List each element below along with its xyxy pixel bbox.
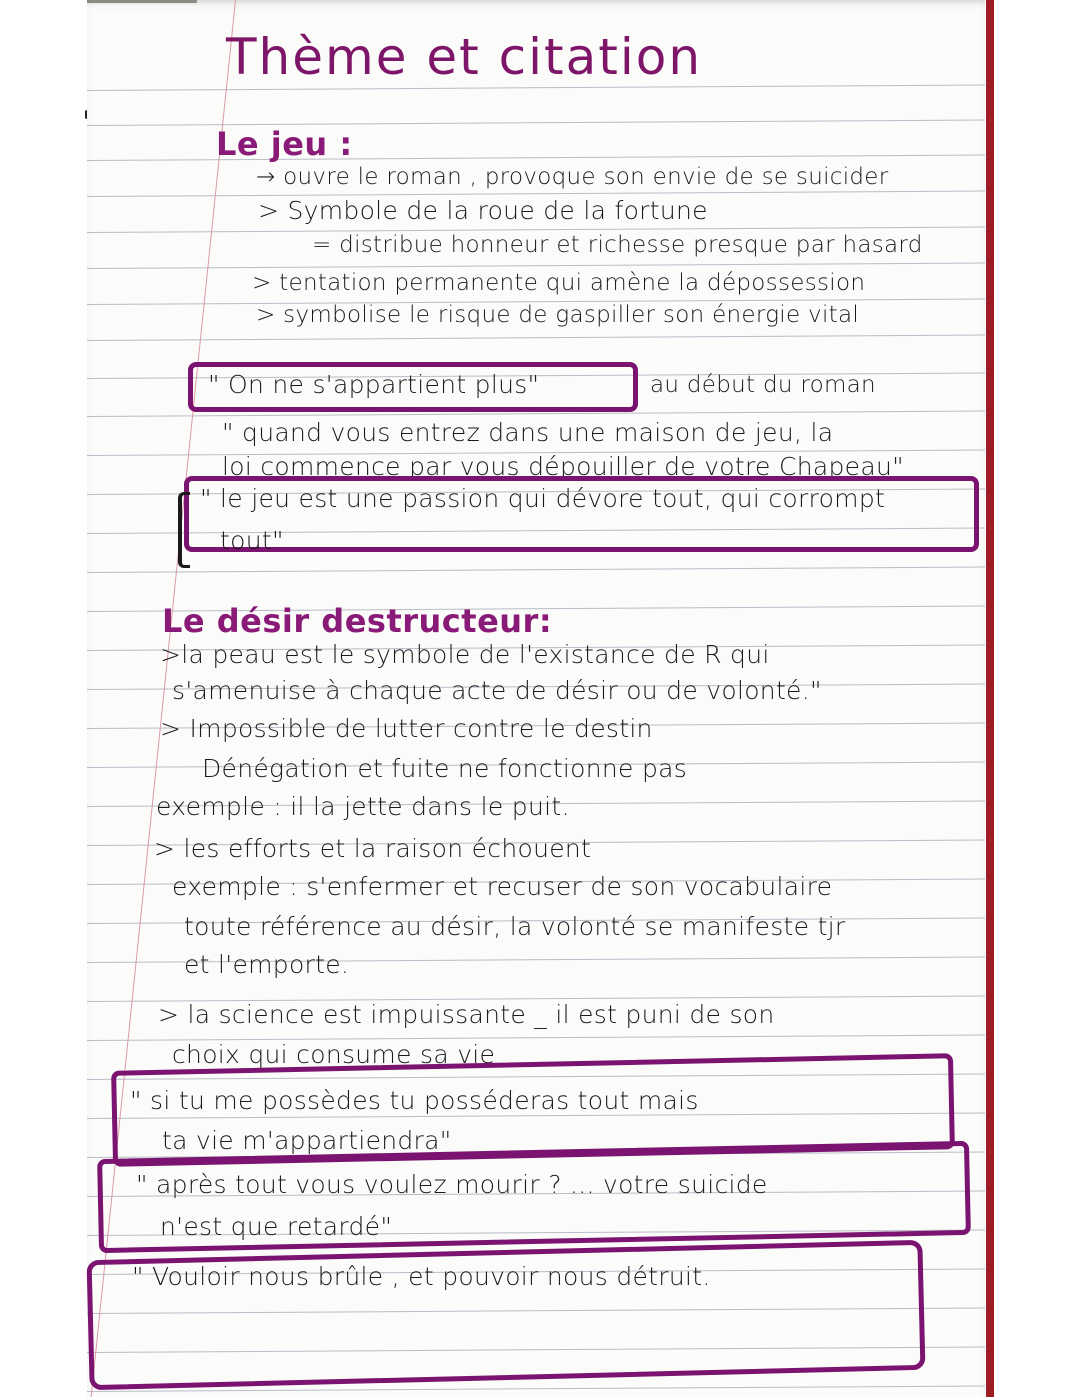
quote: " On ne s'appartient plus" [208, 370, 540, 399]
quote: tout" [220, 526, 284, 555]
ruled-line [87, 263, 985, 269]
quote-bracket [178, 492, 190, 568]
quote: n'est que retardé" [160, 1212, 393, 1241]
body-line: > la science est impuissante _ il est puni de son [158, 1000, 775, 1029]
notebook-cover-edge [986, 0, 994, 1397]
quote: " Vouloir nous brûle , et pouvoir nous détruit. [132, 1262, 711, 1291]
page-title: Thème et citation [226, 28, 703, 86]
section-heading-desir: Le désir destructeur: [162, 602, 553, 640]
ruled-line [87, 1386, 985, 1392]
quote: " après tout vous voulez mourir ? ... votre suicide [136, 1170, 768, 1199]
quote: loi commence par vous dépouiller de votre Chapeau" [222, 452, 904, 481]
body-line: exemple : il la jette dans le puit. [156, 792, 570, 821]
ruled-line [87, 567, 985, 573]
ruled-line [87, 411, 985, 417]
body-line: >la peau est le symbole de l'existance de R qui [160, 640, 770, 669]
body-line: > les efforts et la raison échouent [154, 834, 592, 863]
body-line: s'amenuise à chaque acte de désir ou de volonté." [172, 676, 822, 705]
body-line: et l'emporte. [184, 950, 350, 979]
quote: " le jeu est une passion qui dévore tout, qui corrompt [200, 484, 886, 513]
ruled-line [87, 335, 985, 341]
quote: " si tu me possèdes tu posséderas tout mais [130, 1086, 699, 1115]
section-heading-jeu: Le jeu : [216, 125, 353, 163]
body-line: exemple : s'enfermer et recuser de son vocabulaire [172, 872, 833, 901]
ruled-line [87, 1347, 985, 1353]
ruled-line [87, 1308, 985, 1314]
bullet-point: > Symbole de la roue de la fortune [258, 196, 708, 225]
bullet-point: > symbolise le risque de gaspiller son énergie vital [256, 302, 860, 328]
ruled-line [87, 1074, 985, 1080]
quote-note: au début du roman [650, 372, 876, 398]
body-line: > Impossible de lutter contre le destin [160, 714, 653, 743]
page-top-edge [87, 0, 197, 3]
body-line: choix qui consume sa vie [172, 1040, 496, 1069]
quote: ta vie m'appartiendra" [162, 1126, 452, 1155]
bullet-point: → ouvre le roman , provoque son envie de se suicider [256, 164, 889, 190]
sub-point: = distribue honneur et richesse presque par hasard [312, 232, 923, 258]
body-line: Dénégation et fuite ne fonctionne pas [202, 754, 688, 783]
body-line: toute référence au désir, la volonté se manifeste tjr [184, 912, 846, 941]
quote: " quand vous entrez dans une maison de jeu, la [222, 418, 834, 447]
bullet-point: > tentation permanente qui amène la dépossession [252, 270, 866, 296]
